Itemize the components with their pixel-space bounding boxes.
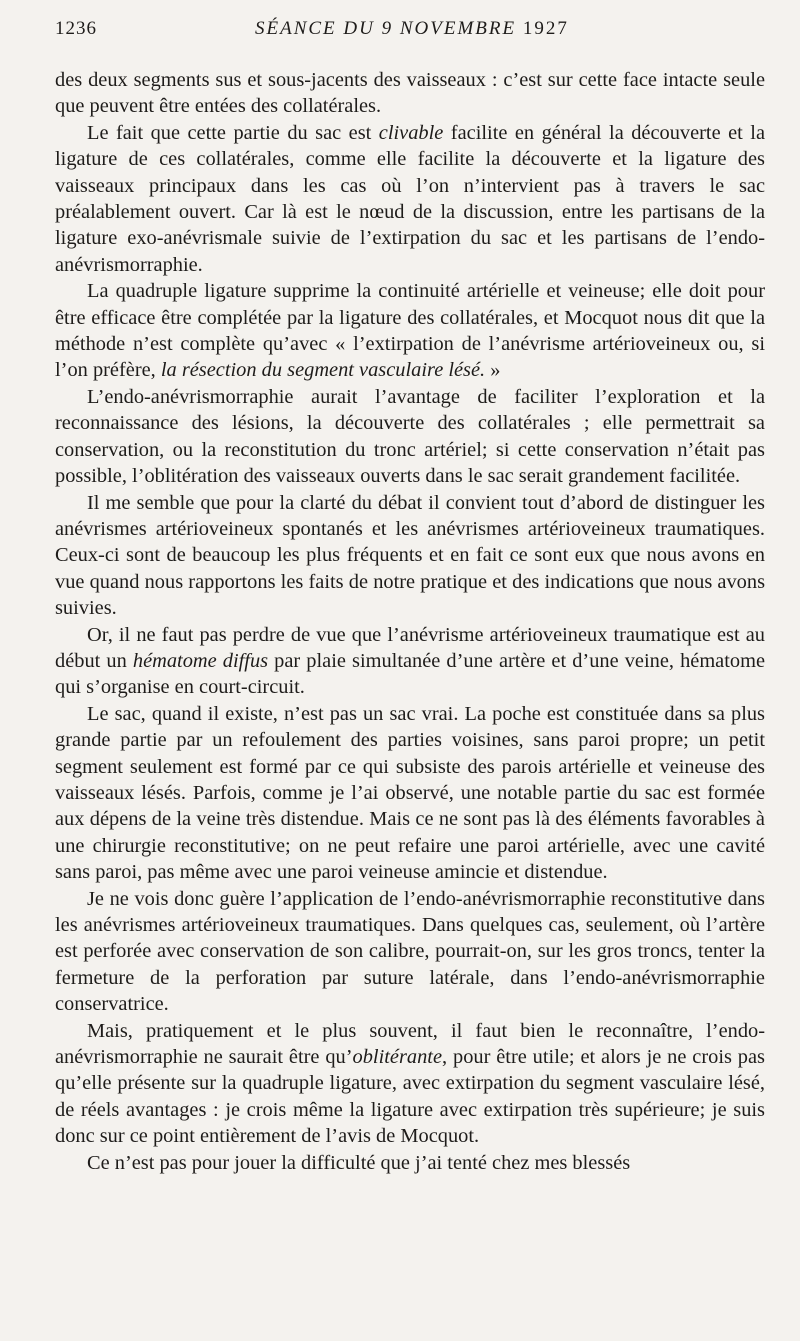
paragraph <box>55 278 765 384</box>
body-text <box>55 67 765 1176</box>
paragraph <box>55 1018 765 1150</box>
running-title <box>255 18 569 40</box>
paragraph-text-after: par plaie simultanée d’une artère et d’une veine, hématome qui s’organise en court-circuit. <box>55 649 765 699</box>
paragraph-text-after: , pour être utile; et alors je ne crois pas qu’elle présente sur la quadruple ligature, avec extirpation du segment vasculaire lésé, de réels avantages : je crois même la ligature avec extirpation très supérieure; je suis donc sur ce point entièrement de l’avis de Mocquot. <box>55 1046 765 1148</box>
paragraph <box>55 622 765 701</box>
paragraph-text: Le sac, quand il existe, n’est pas un sac vrai. La poche est constituée dans sa plus grande partie par un refoulement des parties voisines, sans paroi propre; un petit segment seulement est formé par ce qui subsiste des parois artérielle et veineuse des vaisseaux lésés. Parfois, comme je l’ai observé, une notable partie du sac est formée aux dépens de la veine très distendue. Mais ce ne sont pas là des éléments favorables à une chirurgie reconstitutive; on ne peut refaire une paroi artérielle, avec une cavité sans paroi, pas même avec une paroi veineuse amincie et distendue. <box>55 702 765 884</box>
italic-term: hématome diffus <box>132 649 269 672</box>
italic-term: oblitérante <box>352 1046 443 1069</box>
paragraph-text: L’endo-anévrismorraphie aurait l’avantage de faciliter l’exploration et la reconnaissance des lésions, la découverte des collatérales ; elle permettrait sa conservation, ou la reconstitution du tronc artériel; si cette conservation n’était pas possible, l’oblitération des vaisseaux ouverts dans le sac serait grandement facilitée. <box>55 385 765 488</box>
paragraph-text-after: facilite en général la découverte et la ligature de ces collatérales, comme elle facilite la découverte et la ligature des vaisseaux principaux dans les cas où l’on n’intervient pas à travers le sac préalablement ouvert. Car là est le nœud de la discussion, entre les partisans de la ligature exo-anévrismale suivie de l’extirpation du sac et les partisans de l’endo-anévrismorraphie. <box>55 121 766 276</box>
paragraph <box>55 67 765 120</box>
running-header <box>55 18 767 44</box>
italic-quote: la résection du segment vasculaire lésé. <box>160 359 486 382</box>
running-title-text: SÉANCE DU 9 NOVEMBRE <box>255 18 517 39</box>
paragraph-text-before: Le fait que cette partie du sac est <box>87 121 379 144</box>
paragraph <box>55 886 765 1018</box>
paragraph <box>55 1150 765 1176</box>
paragraph-text-before: La quadruple ligature supprime la continuité artérielle et veineuse; elle doit pour être efficace être complétée par la ligature des collatérales, et Mocquot nous dit que la méthode n’est complète qu’avec « l’extirpation de l’anévrisme artérioveineux ou, si l’on préfère, <box>55 280 765 382</box>
paragraph <box>55 701 765 886</box>
paragraph-text: Il me semble que pour la clarté du débat il convient tout d’abord de distinguer les anévrismes artérioveineux spontanés et les anévrismes artérioveineux traumatiques. Ceux-ci sont de beaucoup les plus fréquents et en fait ce sont eux que nous avons en vue quand nous rapportons les faits de notre pratique et des indications que nous avons suivies. <box>55 491 765 620</box>
running-year: 1927 <box>522 18 569 39</box>
paragraph <box>55 120 765 278</box>
paragraph-text-before: Or, il ne faut pas perdre de vue que l’anévrisme artérioveineux traumatique est au début un <box>55 623 765 672</box>
italic-term: clivable <box>378 121 444 144</box>
paragraph <box>55 384 765 490</box>
paragraph-text: Je ne vois donc guère l’application de l’endo-anévrismorraphie reconstitutive dans les anévrismes artérioveineux traumatiques. Dans quelques cas, seulement, où l’artère est perforée avec conservation de son calibre, pourrait-on, sur les gros troncs, tenter la fermeture de la perforation par suture latérale, dans l’endo-anévrismorraphie conservatrice. <box>55 887 765 1016</box>
paragraph-text-after: » <box>485 359 501 382</box>
paragraph-text: des deux segments sus et sous-jacents des vaisseaux : c’est sur cette face intacte seule que peuvent être entées des collatérales. <box>55 69 765 118</box>
page-number: 1236 <box>55 18 97 39</box>
paragraph-text-before: Mais, pratiquement et le plus souvent, il faut bien le reconnaître, l’endo-anévrismorraphie ne saurait être qu’ <box>55 1019 765 1069</box>
paragraph-text: Ce n’est pas pour jouer la difficulté que j’ai tenté chez mes blessés <box>87 1151 631 1174</box>
paragraph <box>55 490 765 622</box>
